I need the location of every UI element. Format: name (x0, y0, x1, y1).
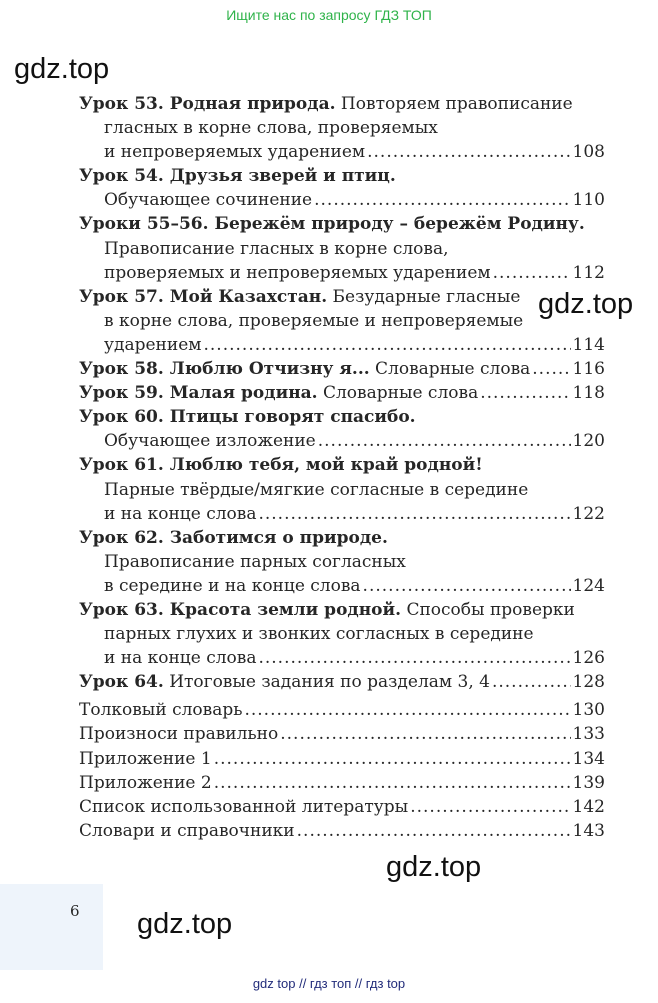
toc-line (79, 164, 605, 188)
toc-line (79, 478, 605, 502)
dot-leader (314, 188, 570, 212)
lesson-title: Урок 60. Птицы говорят спасибо. (79, 407, 416, 428)
dot-leader (214, 747, 571, 771)
toc-entry (79, 795, 605, 819)
toc-page-number: 130 (572, 700, 605, 721)
toc-page-number: 139 (572, 772, 605, 793)
toc-entry (79, 164, 605, 212)
toc-page-number: 124 (572, 575, 605, 596)
toc-text: ударением (104, 334, 202, 355)
toc-line (79, 598, 605, 622)
toc-text: проверяемых и непроверяемых ударением (104, 262, 491, 283)
dot-leader (297, 819, 571, 843)
toc-page-number: 116 (572, 359, 605, 380)
toc-text: Парные твёрдые/мягкие согласные в середине (104, 479, 529, 500)
toc-text: парных глухих и звонких согласных в середине (104, 624, 534, 645)
toc-entry (79, 357, 605, 381)
toc-page-number: 114 (572, 334, 605, 355)
toc-page-number: 143 (572, 820, 605, 841)
toc-line (79, 574, 605, 598)
dot-leader (367, 140, 570, 164)
toc-line (79, 429, 605, 453)
lesson-title: Урок 57. Мой Казахстан. (79, 286, 328, 307)
toc-text: Итоговые задания по разделам 3, 4 (163, 672, 490, 693)
toc-entry (79, 212, 605, 284)
footer-links[interactable]: gdz top // гдз топ // гдз top (252, 976, 406, 991)
toc-line (79, 116, 605, 140)
toc-page-number: 126 (572, 648, 605, 669)
toc-line (79, 795, 605, 819)
table-of-contents (79, 92, 605, 843)
toc-text: Словари и справочники (79, 820, 295, 841)
toc-line (79, 92, 605, 116)
toc-line (79, 333, 605, 357)
toc-line (79, 550, 605, 574)
toc-entry (79, 526, 605, 598)
toc-line (79, 526, 605, 550)
dot-leader (363, 574, 571, 598)
dot-leader (480, 381, 570, 405)
watermark-text: gdz.top (538, 288, 634, 320)
toc-line (79, 646, 605, 670)
toc-text: Приложение 1 (79, 748, 212, 769)
dot-leader (244, 698, 570, 722)
lesson-title: Урок 58. Люблю Отчизну я... (79, 359, 370, 380)
toc-page-number: 110 (572, 190, 605, 211)
toc-page-number: 108 (572, 142, 605, 163)
lesson-title: Уроки 55–56. Бережём природу – бережём Родину. (79, 214, 585, 235)
toc-text: в корне слова, проверяемые и непроверяемые (104, 310, 524, 331)
toc-line (79, 309, 605, 333)
toc-text: Приложение 2 (79, 772, 212, 793)
toc-text: и непроверяемых ударением (104, 142, 366, 163)
toc-line (79, 405, 605, 429)
toc-page-number: 142 (572, 796, 605, 817)
toc-line (79, 622, 605, 646)
toc-page-number: 120 (572, 431, 605, 452)
toc-entry (79, 771, 605, 795)
lesson-title: Урок 54. Друзья зверей и птиц. (79, 166, 396, 187)
toc-entry (79, 698, 605, 722)
toc-line (79, 237, 605, 261)
toc-text: Произноси правильно (79, 724, 279, 745)
watermark-text: gdz.top (137, 908, 233, 940)
lesson-title: Урок 64. (79, 672, 164, 693)
toc-line (79, 502, 605, 526)
toc-entry (79, 747, 605, 771)
toc-line (79, 285, 605, 309)
lesson-title: Урок 63. Красота земли родной. (79, 599, 402, 620)
toc-text: Повторяем правописание (335, 94, 573, 114)
toc-text: Безударные гласные (327, 286, 521, 307)
toc-entry (79, 598, 605, 670)
toc-page-number: 118 (572, 383, 605, 404)
toc-line (79, 453, 605, 477)
dot-leader (280, 722, 570, 746)
page-number: 6 (70, 902, 80, 920)
toc-text: Словарные слова (369, 359, 531, 380)
toc-line (79, 722, 605, 746)
toc-entry (79, 722, 605, 746)
toc-line (79, 261, 605, 285)
toc-text: Словарные слова (317, 383, 479, 404)
toc-text: в середине и на конце слова (104, 575, 361, 596)
toc-entry (79, 405, 605, 453)
toc-entry (79, 92, 605, 164)
page-corner-shade (0, 884, 103, 970)
toc-line (79, 188, 605, 212)
watermark-text: gdz.top (14, 53, 110, 85)
toc-page-number: 133 (572, 724, 605, 745)
toc-text: Правописание гласных в корне слова, (104, 238, 449, 259)
toc-page-number: 134 (572, 748, 605, 769)
dot-leader (493, 261, 571, 285)
toc-text: Обучающее сочинение (104, 190, 313, 211)
toc-line (79, 357, 605, 381)
dot-leader (492, 670, 571, 694)
toc-entry (79, 819, 605, 843)
toc-line (79, 819, 605, 843)
search-banner[interactable]: Ищите нас по запросу ГДЗ ТОП (226, 7, 432, 23)
lesson-title: Урок 61. Люблю тебя, мой край родной! (79, 455, 483, 476)
toc-text: и на конце слова (104, 503, 257, 524)
dot-leader (214, 771, 571, 795)
toc-entry (79, 285, 605, 357)
toc-line (79, 140, 605, 164)
toc-text: гласных в корне слова, проверяемых (104, 118, 438, 139)
toc-text: и на конце слова (104, 648, 257, 669)
dot-leader (258, 502, 570, 526)
lesson-title: Урок 53. Родная природа. (79, 94, 336, 114)
toc-line (79, 381, 605, 405)
toc-line (79, 212, 605, 236)
toc-line (79, 698, 605, 722)
dot-leader (204, 333, 571, 357)
toc-entry (79, 381, 605, 405)
lesson-title: Урок 62. Заботимся о природе. (79, 527, 388, 548)
toc-line (79, 771, 605, 795)
toc-text: Толковый словарь (79, 700, 243, 721)
toc-page-number: 112 (572, 262, 605, 283)
dot-leader (532, 357, 570, 381)
toc-text: Правописание парных согласных (104, 551, 406, 572)
dot-leader (318, 429, 571, 453)
dot-leader (258, 646, 570, 670)
toc-entry (79, 453, 605, 525)
toc-page-number: 128 (572, 672, 605, 693)
watermark-text: gdz.top (386, 851, 482, 883)
dot-leader (410, 795, 570, 819)
toc-text: Обучающее изложение (104, 431, 316, 452)
toc-line (79, 747, 605, 771)
toc-text: Способы проверки (401, 599, 575, 620)
toc-line (79, 670, 605, 694)
toc-entry (79, 670, 605, 694)
toc-text: Список использованной литературы (79, 796, 409, 817)
toc-page-number: 122 (572, 503, 605, 524)
lesson-title: Урок 59. Малая родина. (79, 383, 318, 404)
